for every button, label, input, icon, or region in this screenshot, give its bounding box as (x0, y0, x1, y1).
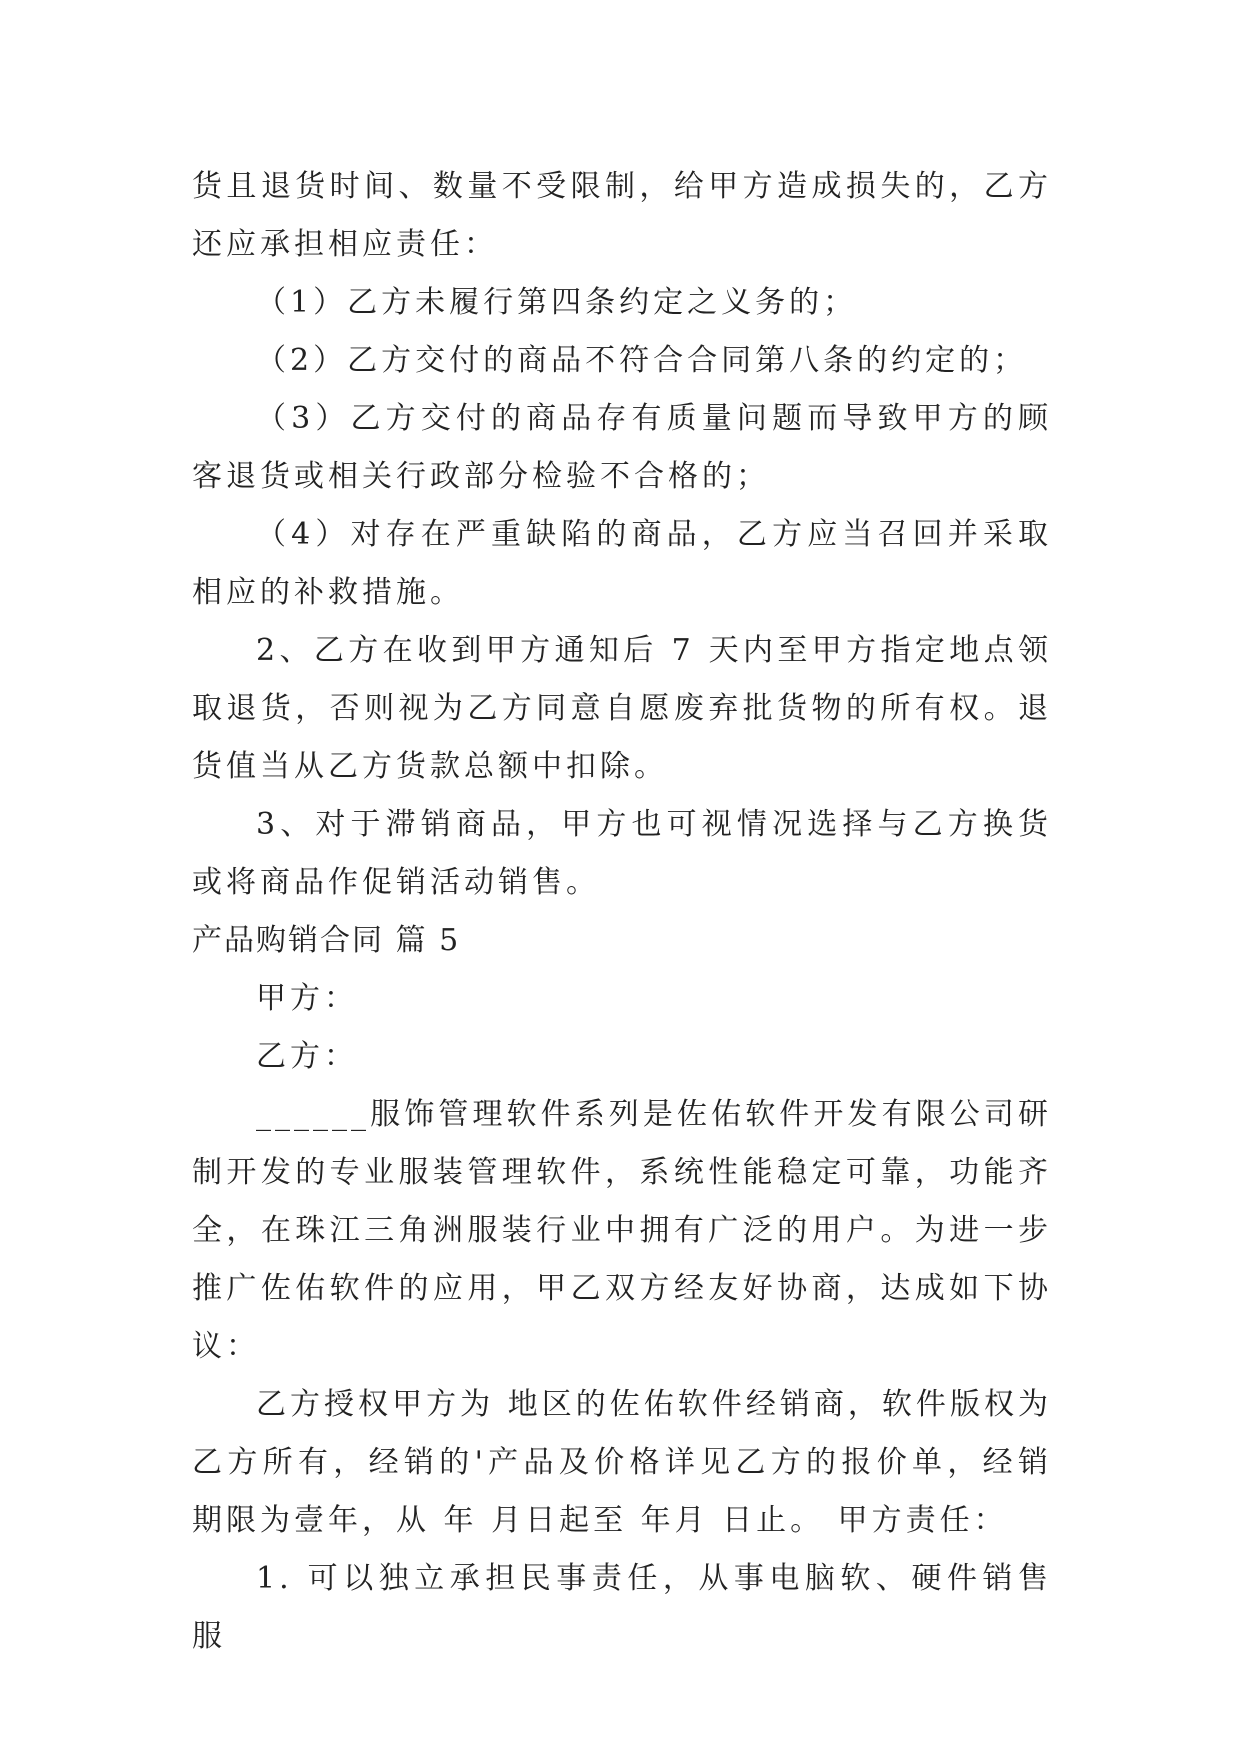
paragraph-item-1: （1）乙方未履行第四条约定之义务的； (256, 285, 858, 320)
document-body (192, 158, 1052, 1666)
party-a-line: 甲方： (256, 981, 358, 1016)
party-b-line: 乙方： (256, 1039, 358, 1074)
paragraph-authorization: 乙方授权甲方为 地区的佐佑软件经销商，软件版权为乙方所有，经销的'产品及价格详见乙方的报价单，经销期限为壹年，从 年 月日起至 年月 日止。 甲方责任： (192, 1387, 1052, 1538)
paragraph-clause-2: 2、乙方在收到甲方通知后 7 天内至甲方指定地点领取退货，否则视为乙方同意自愿废弃批货物的所有权。退货值当从乙方货款总额中扣除。 (192, 633, 1052, 784)
paragraph-item-3: （3）乙方交付的商品存有质量问题而导致甲方的顾客退货或相关行政部分检验不合格的； (192, 401, 1052, 494)
paragraph-duty-1: 1. 可以独立承担民事责任，从事电脑软、硬件销售服 (192, 1561, 1052, 1654)
paragraph-intro: ______服饰管理软件系列是佐佑软件开发有限公司研制开发的专业服装管理软件，系统性能稳定可靠，功能齐全，在珠江三角洲服装行业中拥有广泛的用户。为进一步推广佐佑软件的应用，甲乙双方经友好协商，达成如下协议： (192, 1097, 1052, 1364)
paragraph-clause-3: 3、对于滞销商品，甲方也可视情况选择与乙方换货或将商品作促销活动销售。 (192, 807, 1052, 900)
paragraph-return-liability: 货且退货时间、数量不受限制，给甲方造成损失的，乙方还应承担相应责任： (192, 169, 1052, 262)
section-heading: 产品购销合同 篇 5 (192, 923, 461, 958)
paragraph-item-4: （4）对存在严重缺陷的商品，乙方应当召回并采取相应的补救措施。 (192, 517, 1052, 610)
paragraph-item-2: （2）乙方交付的商品不符合合同第八条的约定的； (256, 343, 1028, 378)
